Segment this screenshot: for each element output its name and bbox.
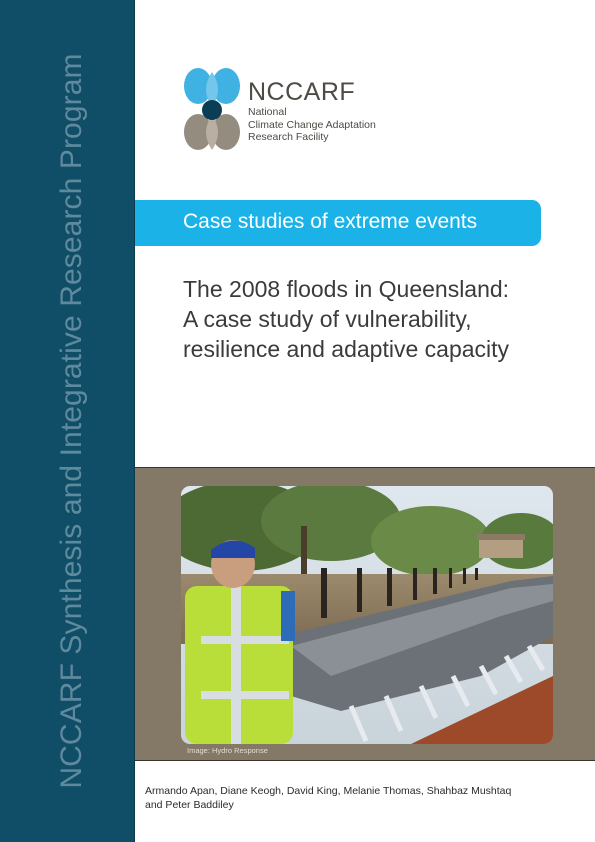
title-line-3: resilience and adaptive capacity bbox=[183, 336, 510, 362]
flood-barrier-photo bbox=[181, 486, 553, 744]
authors bbox=[145, 785, 585, 812]
photo-panel bbox=[135, 467, 595, 761]
authors-line-2: and Peter Baddiley bbox=[145, 798, 234, 811]
title-line-1: The 2008 floods in Queensland: bbox=[183, 276, 510, 302]
sidebar-panel bbox=[0, 0, 135, 842]
nccarf-logo-icon bbox=[180, 66, 244, 156]
document-title bbox=[183, 274, 509, 364]
series-title: Case studies of extreme events bbox=[183, 210, 478, 233]
logo-subtitle-line-2: Climate Change Adaptation bbox=[248, 118, 376, 131]
series-band bbox=[135, 200, 541, 246]
logo-name: NCCARF bbox=[248, 78, 356, 106]
logo-text bbox=[248, 78, 376, 144]
sidebar-program-title: NCCARF Synthesis and Integrative Research Program bbox=[55, 53, 88, 789]
photo-credit: Image: Hydro Response bbox=[187, 746, 268, 755]
title-line-2: A case study of vulnerability, bbox=[183, 306, 472, 332]
logo-subtitle-line-3: Research Facility bbox=[248, 131, 329, 143]
logo-subtitle-line-1: National bbox=[248, 106, 287, 118]
authors-line-1: Armando Apan, Diane Keogh, David King, Melanie Thomas, Shahbaz Mushtaq bbox=[145, 785, 512, 797]
